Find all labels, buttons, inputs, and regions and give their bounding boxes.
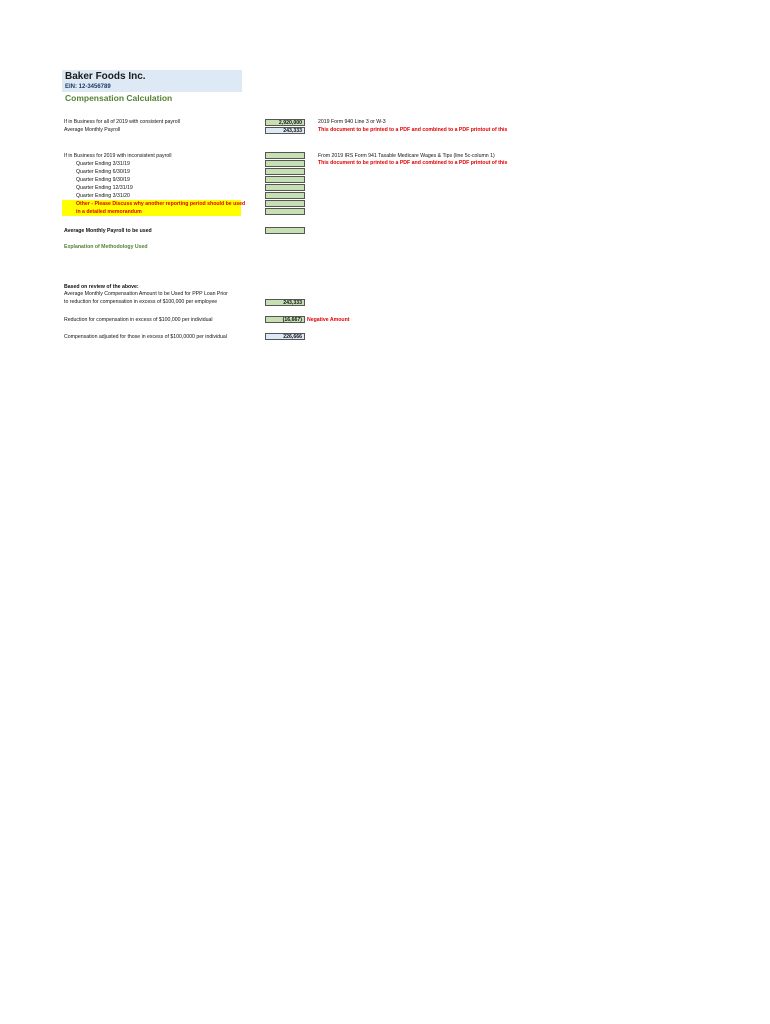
quarter-label: Quarter Ending 3/31/20: [76, 193, 130, 199]
avg-payroll-to-use-cell[interactable]: [265, 227, 305, 234]
quarter-label: Quarter Ending 9/30/19: [76, 177, 130, 183]
adjusted-compensation-label: Compensation adjusted for those in excess of $100,0000 per individual: [64, 334, 227, 340]
company-name: Baker Foods Inc.: [65, 71, 146, 82]
print-instruction-note: This document to be printed to a PDF and combined to a PDF printout of this: [318, 160, 508, 166]
other-input-cell[interactable]: [265, 200, 305, 207]
quarter-input-cell[interactable]: [265, 160, 305, 167]
quarter-label: Quarter Ending 12/31/19: [76, 185, 133, 191]
methodology-label: Explanation of Methodology Used: [64, 244, 148, 250]
avg-monthly-payroll-label: Average Monthly Payroll: [64, 127, 121, 133]
quarter-input-cell[interactable]: [265, 168, 305, 175]
avg-payroll-to-use-label: Average Monthly Payroll to be used: [64, 228, 152, 234]
reduction-cell[interactable]: (16,667): [265, 316, 305, 323]
form-941-note: From 2019 IRS Form 941 Taxable Medicare Wages & Tips (line 5c-column 1): [318, 153, 495, 159]
ppp-amount-label-2: to reduction for compensation in excess of $100,000 per employee: [64, 299, 218, 305]
consistent-payroll-label: If in Business for all of 2019 with consistent payroll: [64, 119, 180, 125]
annual-payroll-cell[interactable]: 2,920,000: [265, 119, 305, 126]
form-940-note: 2019 Form 940 Line 3 or W-3: [318, 119, 386, 125]
page-title: Compensation Calculation: [65, 93, 173, 103]
quarter-label: Quarter Ending 3/31/19: [76, 161, 130, 167]
other-input-cell[interactable]: [265, 208, 305, 215]
ppp-amount-label: Average Monthly Compensation Amount to be Used for PPP Loan Prior: [64, 291, 228, 297]
inconsistent-input-cell[interactable]: [265, 152, 305, 159]
reduction-label: Reduction for compensation in excess of $100,000 per individual: [64, 317, 213, 323]
adjusted-compensation-cell[interactable]: 226,666: [265, 333, 305, 340]
quarter-input-cell[interactable]: [265, 176, 305, 183]
ppp-amount-cell[interactable]: 243,333: [265, 299, 305, 306]
negative-amount-note: Negative Amount: [307, 317, 350, 323]
print-instruction-note: This document to be printed to a PDF and combined to a PDF printout of this: [318, 127, 508, 133]
inconsistent-payroll-label: If in Business for 2019 with inconsistent payroll: [64, 153, 172, 159]
quarter-label: Quarter Ending 6/30/19: [76, 169, 130, 175]
review-heading: Based on review of the above:: [64, 284, 139, 290]
avg-monthly-payroll-cell[interactable]: 243,333: [265, 127, 305, 134]
memorandum-note: in a detailed memorandum: [76, 209, 142, 215]
other-period-note: Other - Please Discuss why another reporting period should be used: [76, 201, 246, 207]
quarter-input-cell[interactable]: [265, 192, 305, 199]
ein-label: EIN: 12-3456789: [65, 84, 111, 90]
quarter-input-cell[interactable]: [265, 184, 305, 191]
